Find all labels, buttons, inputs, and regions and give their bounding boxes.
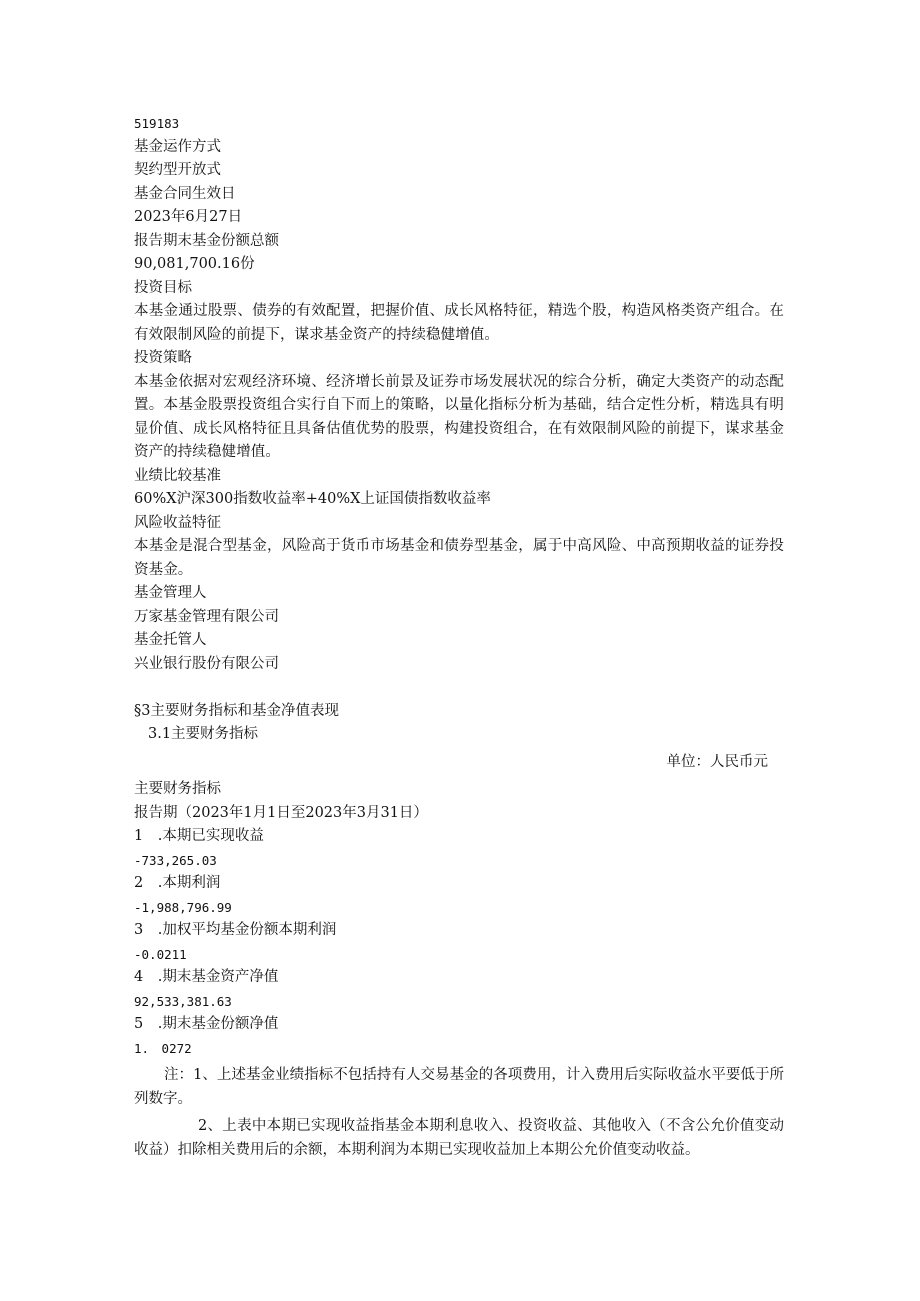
note-2: 2、上表中本期已实现收益指基金本期利息收入、投资收益、其他收入（不含公允价值变动收益）扣除相关费用后的余额，本期利润为本期已实现收益加上本期公允价值变动收益。 — [134, 1118, 784, 1158]
benchmark-value: 60%X沪深300指数收益率+40%X上证国债指数收益率 — [134, 491, 491, 507]
benchmark-label: 业绩比较基准 — [134, 467, 221, 484]
strategy-value: 本基金依据对宏观经济环境、经济增长前景及证券市场发展状况的综合分析，确定大类资产的动态配置。本基金股票投资组合实行自下而上的策略，以量化指标分析为基础，结合定性分析，精选具有明显价值、成长风格特征且具备估值优势的股票，构建投资组合，在有效限制风险的前提下，谋求基金资产的持续稳健增值。 — [134, 373, 784, 460]
section-title: §3主要财务指标和基金净值表现 — [134, 702, 339, 719]
objective-label: 投资目标 — [134, 279, 192, 296]
item-value-1: -733,265.03 — [134, 852, 217, 868]
effective-date-value: 2023年6月27日 — [134, 209, 243, 225]
table-header: 主要财务指标 — [134, 781, 221, 797]
custodian-label: 基金托管人 — [134, 632, 207, 648]
risk-value: 本基金是混合型基金，风险高于货币市场基金和债券型基金，属于中高风险、中高预期收益的证券投资基金。 — [134, 538, 784, 578]
fund-code: 519183 — [134, 116, 180, 131]
manager-label: 基金管理人 — [134, 585, 207, 601]
item-label-5: 5 .期末基金份额净值 — [134, 1016, 279, 1032]
item-value-3: -0.0211 — [134, 946, 187, 962]
unit-label: 单位：人民币元 — [666, 753, 768, 770]
item-label-2: 2 .本期利润 — [134, 875, 221, 891]
item-value-2: -1,988,796.99 — [134, 899, 232, 915]
note-1: 注：1、上述基金业绩指标不包括持有人交易基金的各项费用，计入费用后实际收益水平要低于所列数字。 — [134, 1067, 784, 1107]
report-period: 报告期（2023年1月1日至2023年3月31日） — [134, 804, 428, 821]
operation-label: 基金运作方式 — [134, 138, 221, 155]
custodian-value: 兴业银行股份有限公司 — [134, 655, 279, 672]
manager-value: 万家基金管理有限公司 — [134, 608, 279, 625]
total-shares-value: 90,081,700.16份 — [134, 256, 255, 272]
effective-date-label: 基金合同生效日 — [134, 185, 236, 202]
operation-value: 契约型开放式 — [134, 162, 221, 178]
subsection-title: 3.1主要财务指标 — [148, 726, 259, 742]
item-label-3: 3 .加权平均基金份额本期利润 — [134, 922, 337, 938]
section-gap — [134, 676, 784, 700]
item-label-1: 1 .本期已实现收益 — [134, 828, 264, 844]
risk-label: 风险收益特征 — [134, 514, 221, 531]
item-label-4: 4 .期末基金资产净值 — [134, 969, 279, 985]
total-shares-label: 报告期末基金份额总额 — [134, 232, 279, 249]
item-value-4: 92,533,381.63 — [134, 993, 232, 1009]
strategy-label: 投资策略 — [134, 350, 192, 366]
item-value-5: 1. 0272 — [134, 1040, 192, 1056]
objective-value: 本基金通过股票、债券的有效配置，把握价值、成长风格特征，精选个股，构造风格类资产组合。在有效限制风险的前提下，谋求基金资产的持续稳健增值。 — [134, 303, 784, 343]
document-page — [134, 112, 784, 1162]
